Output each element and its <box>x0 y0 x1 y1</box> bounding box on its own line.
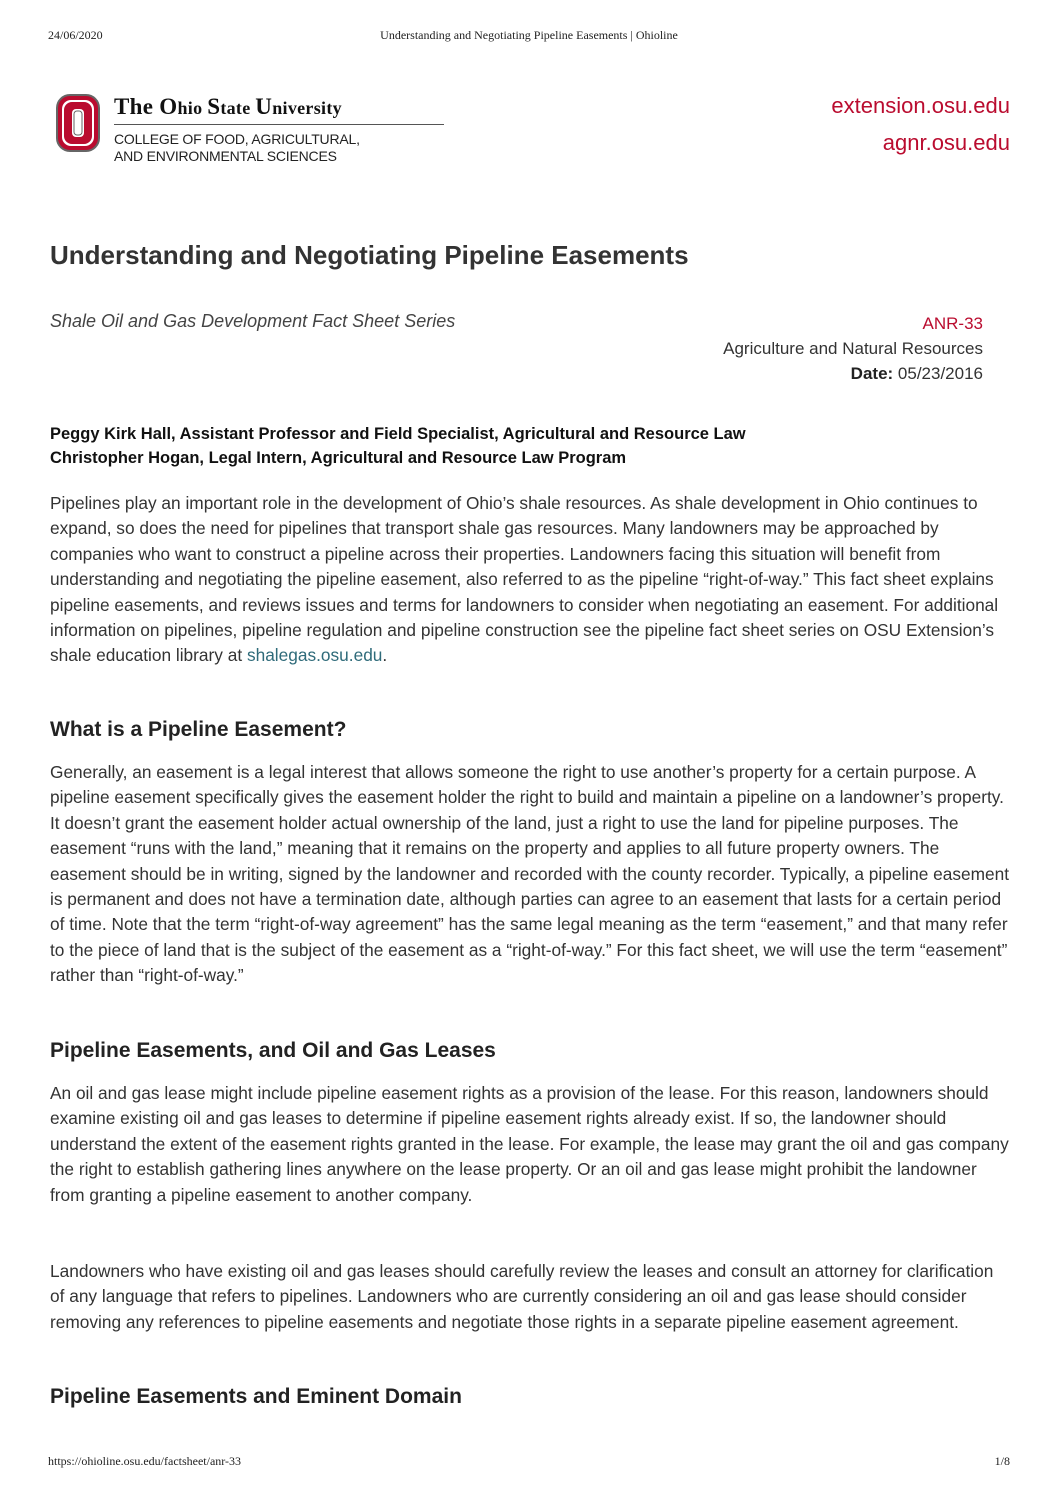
section2-paragraph: Landowners who have existing oil and gas leases should carefully review the leases and consult an attorney for clarification of any language that refers to pipelines. Landowners who are currently considering an oil and gas lease should consider removing any references to pipeline easements and negotiate those rights in a separate pipeline easement agreement. <box>50 1261 994 1332</box>
section2-paragraph: An oil and gas lease might include pipeline easement rights as a provision of the lease. For this reason, landowners should examine existing oil and gas leases to determine if pipeline easement rights already exist. If so, the landowner should understand the extent of the easement rights granted in the lease. For example, the lease may grant the oil and gas company the right to establish gathering lines anywhere on the lease property. Or an oil and gas lease might prohibit the landowner from granting a pipeline easement to another company. <box>50 1083 1009 1205</box>
college-line: AND ENVIRONMENTAL SCIENCES <box>114 148 337 164</box>
print-url: https://ohioline.osu.edu/factsheet/anr-33 <box>48 1454 242 1468</box>
extension-link[interactable]: extension.osu.edu <box>831 93 1010 118</box>
section1-paragraph: Generally, an easement is a legal interest that allows someone the right to use another’s property for a certain purpose. A pipeline easement specifically gives the easement holder the right to build and maintain a pipeline on a landowner’s property. It doesn’t grant the easement holder actual ownership of the land, just a right to use the land for pipeline purposes. The easement “runs with the land,” meaning that it remains on the property and applies to all future property owners. The easement should be in writing, signed by the landowner and recorded with the county recorder. Typically, a pipeline easement is permanent and does not have a termination date, although parties can agree to an easement that lasts for a certain period of time. Note that the term “right-of-way agreement” has the same legal meaning as the term “easement,” and that many refer to the piece of land that is the subject of the easement as a “right-of-way.” For this fact sheet, we will use the term “easement” rather than “right-of-way.” <box>50 762 1010 986</box>
header-links <box>831 87 1010 161</box>
series-name: Shale Oil and Gas Development Fact Sheet Series <box>50 311 456 331</box>
author-line: Peggy Kirk Hall, Assistant Professor and Field Specialist, Agricultural and Resource Law <box>50 425 746 443</box>
category-label: Agriculture and Natural Resources <box>723 339 983 358</box>
date-line <box>723 361 983 386</box>
univ-word: hio <box>177 98 208 118</box>
univ-letter: S <box>207 94 221 119</box>
page-title: Understanding and Negotiating Pipeline Easements <box>50 240 689 270</box>
osu-logo[interactable] <box>56 94 456 174</box>
intro-paragraph <box>50 491 1010 669</box>
print-date: 24/06/2020 <box>48 28 103 42</box>
shalegas-link[interactable]: shalegas.osu.edu <box>246 645 383 666</box>
authors <box>50 422 746 470</box>
univ-letter: U <box>255 94 273 119</box>
univ-word: The <box>114 94 160 119</box>
univ-word: niversity <box>272 98 342 118</box>
univ-letter: O <box>159 94 178 119</box>
factsheet-code-link[interactable]: ANR-33 <box>922 314 983 333</box>
college-name <box>114 131 444 165</box>
intro-end: . <box>382 645 388 666</box>
section-heading: What is a Pipeline Easement? <box>50 718 347 741</box>
author-line: Christopher Hogan, Legal Intern, Agricultural and Resource Law Program <box>50 449 627 467</box>
section-heading: Pipeline Easements, and Oil and Gas Leases <box>50 1039 496 1062</box>
agnr-link[interactable]: agnr.osu.edu <box>882 130 1010 155</box>
date-value: 05/23/2016 <box>893 364 983 383</box>
factsheet-meta <box>723 311 983 386</box>
univ-word: tate <box>220 98 256 118</box>
date-label: Date: <box>850 364 894 383</box>
section-heading: Pipeline Easements and Eminent Domain <box>50 1385 462 1408</box>
block-o-icon <box>56 94 100 152</box>
university-name <box>114 94 444 125</box>
print-page-number: 1/8 <box>994 1454 1010 1468</box>
print-page-title: Understanding and Negotiating Pipeline Easements | Ohioline <box>380 28 678 42</box>
intro-text: Pipelines play an important role in the development of Ohio’s shale resources. As shale development in Ohio continues to expand, so does the need for pipelines that transport shale gas resources. Many landowners may be approached by companies who want to construct a pipeline across their properties. Landowners facing this situation will benefit from understanding and negotiating the pipeline easement, also referred to as the pipeline “right-of-way.” This fact sheet explains pipeline easements, and reviews issues and terms for landowners to consider when negotiating an easement. For additional information on pipelines, pipeline regulation and pipeline construction see the pipeline fact sheet series on OSU Extension’s shale education library at <box>50 493 999 666</box>
college-line: COLLEGE OF FOOD, AGRICULTURAL, <box>114 131 360 147</box>
